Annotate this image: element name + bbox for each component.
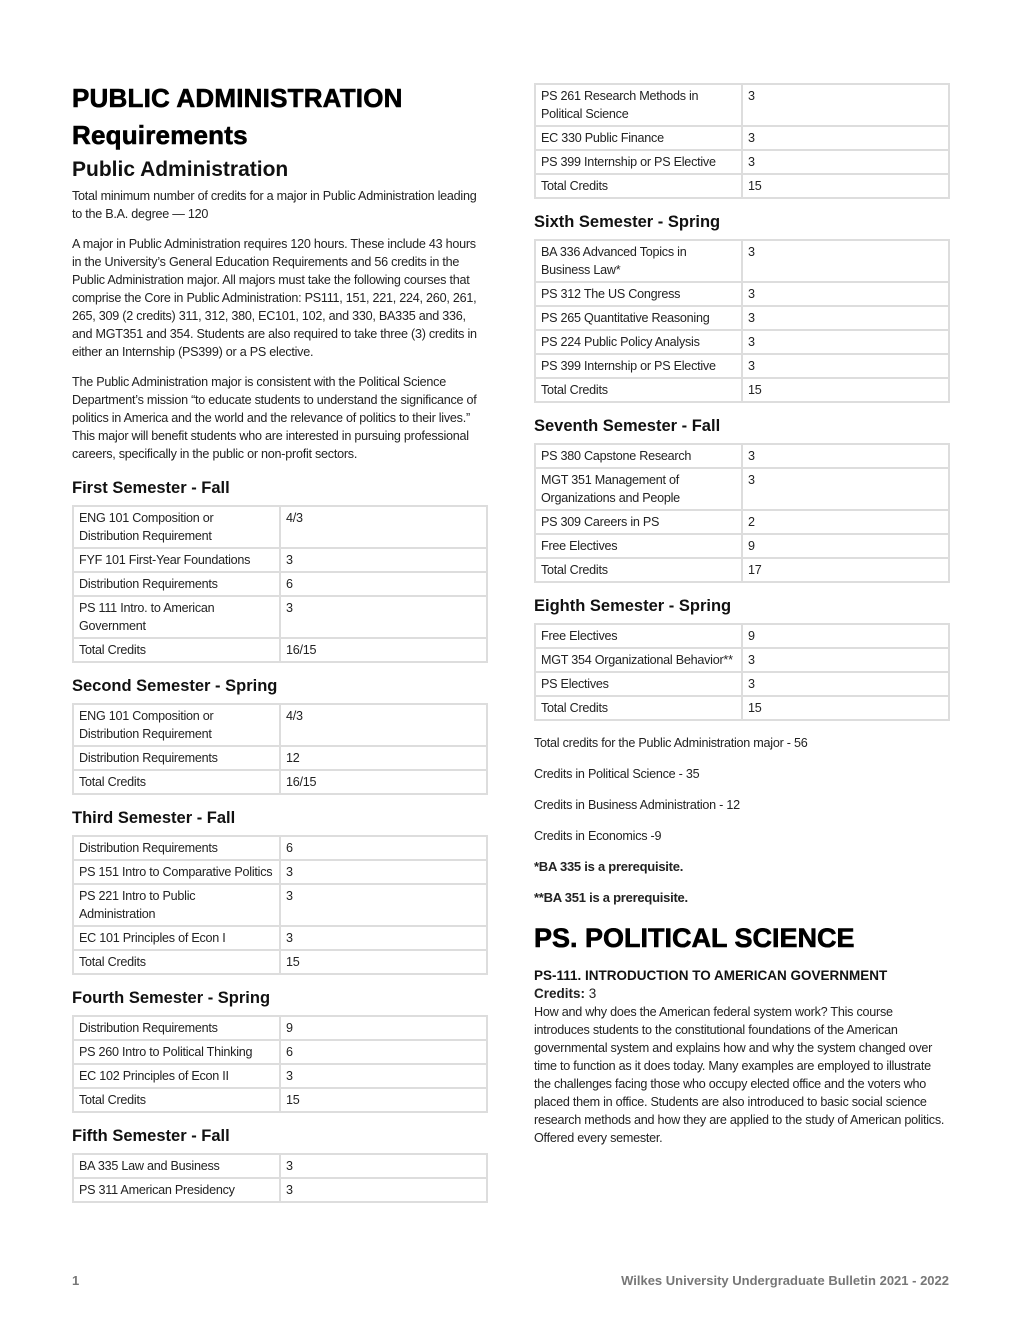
course-cell: PS 265 Quantitative Reasoning (535, 306, 742, 330)
credits-cell: 6 (280, 1040, 487, 1064)
course-cell: ENG 101 Composition or Distribution Requirement (73, 704, 280, 746)
table-row (535, 468, 949, 510)
semester-table (72, 703, 488, 795)
course-cell: PS 380 Capstone Research (535, 444, 742, 468)
prereq-note-1: *BA 335 is a prerequisite. (534, 859, 684, 874)
course-cell: Distribution Requirements (73, 1016, 280, 1040)
note-total: Total credits for the Public Administration major - 56 (534, 736, 808, 750)
table-row (535, 444, 949, 468)
table-row (73, 1154, 487, 1178)
table-row (73, 836, 487, 860)
course-cell: Total Credits (73, 770, 280, 794)
table-row (535, 126, 949, 150)
semester-table (534, 623, 950, 721)
semester-table (534, 239, 950, 403)
semester-table (72, 835, 488, 975)
course-cell: PS 151 Intro to Comparative Politics (73, 860, 280, 884)
credits-cell: 3 (742, 240, 949, 282)
table-row (73, 1016, 487, 1040)
table-row (535, 174, 949, 198)
table-row (73, 860, 487, 884)
credits-cell: 3 (742, 84, 949, 126)
table-row (535, 306, 949, 330)
course-cell: EC 102 Principles of Econ II (73, 1064, 280, 1088)
credits-cell: 6 (280, 836, 487, 860)
course-cell: PS 312 The US Congress (535, 282, 742, 306)
page-title: PUBLIC ADMINISTRATION (72, 83, 403, 113)
course-cell: Distribution Requirements (73, 572, 280, 596)
credits-cell: 3 (280, 1154, 487, 1178)
table-row (73, 770, 487, 794)
course-cell: Total Credits (535, 378, 742, 402)
credits-cell: 9 (742, 624, 949, 648)
intro-paragraph-3: The Public Administration major is consistent with the Political Science Department’s mission “to educate students to understand the significance of politics in America and the world and the relevance of politics to their lives.” This major will benefit students who are interested in pursuing professional careers, specifically in the public or non-profit sectors. (72, 375, 477, 461)
credits-cell: 4/3 (280, 506, 487, 548)
course-credits (534, 985, 950, 1003)
intro-paragraph-1: Total minimum number of credits for a major in Public Administration leading to the B.A. degree — 120 (72, 189, 477, 221)
table-row (73, 506, 487, 548)
credits-cell: 17 (742, 558, 949, 582)
semester-table (72, 1153, 488, 1203)
table-row (73, 1064, 487, 1088)
semester-heading: Second Semester - Spring (72, 677, 278, 695)
table-row (73, 746, 487, 770)
table-row (535, 672, 949, 696)
credits-cell: 9 (742, 534, 949, 558)
table-row (73, 1178, 487, 1202)
course-cell: BA 335 Law and Business (73, 1154, 280, 1178)
ps-section-title: PS. POLITICAL SCIENCE (534, 923, 855, 953)
course-cell: Total Credits (73, 1088, 280, 1112)
semester-table (72, 505, 488, 663)
course-cell: PS 309 Careers in PS (535, 510, 742, 534)
course-cell: MGT 351 Management of Organizations and People (535, 468, 742, 510)
table-row (535, 150, 949, 174)
credits-value: 3 (585, 986, 597, 1001)
section-heading: Public Administration (72, 158, 289, 181)
credits-cell: 3 (742, 468, 949, 510)
table-row (73, 572, 487, 596)
table-row (535, 354, 949, 378)
credits-cell: 15 (742, 174, 949, 198)
table-row (535, 696, 949, 720)
credits-cell: 3 (742, 444, 949, 468)
credits-cell: 15 (742, 696, 949, 720)
course-cell: Free Electives (535, 624, 742, 648)
course-cell: Distribution Requirements (73, 836, 280, 860)
credits-cell: 9 (280, 1016, 487, 1040)
semester-heading: Sixth Semester - Spring (534, 213, 721, 231)
credits-cell: 3 (742, 126, 949, 150)
page-number: 1 (72, 1273, 80, 1288)
table-row (73, 950, 487, 974)
credits-cell: 15 (742, 378, 949, 402)
table-row (535, 330, 949, 354)
semester-table (534, 83, 950, 199)
course-cell: Total Credits (535, 696, 742, 720)
credits-cell: 3 (742, 354, 949, 378)
course-cell: Total Credits (535, 558, 742, 582)
course-cell: EC 330 Public Finance (535, 126, 742, 150)
course-cell: PS 224 Public Policy Analysis (535, 330, 742, 354)
intro-paragraph-2: A major in Public Administration requires 120 hours. These include 43 hours in the University’s General Education Requirements and 56 credits in the Public Administration major. All majors must take the following courses that comprise the Core in Public Administration: PS111, 151, 221, 224, 260, 261, 265, 309 (2 credits) 311, 312, 380, EC101, 102, and 330, BA335 and 336, and MGT351 and 354. Students are also required to take three (3) credits in either an Internship (PS399) or a PS elective. (72, 237, 477, 359)
prereq-note-2: **BA 351 is a prerequisite. (534, 890, 688, 905)
semester-heading: Seventh Semester - Fall (534, 417, 721, 435)
credits-cell: 3 (742, 330, 949, 354)
credits-cell: 3 (742, 306, 949, 330)
course-cell: ENG 101 Composition or Distribution Requirement (73, 506, 280, 548)
course-cell: BA 336 Advanced Topics in Business Law* (535, 240, 742, 282)
right-column (534, 83, 950, 1147)
credits-cell: 2 (742, 510, 949, 534)
credits-cell: 3 (280, 548, 487, 572)
semester-heading: Third Semester - Fall (72, 809, 236, 827)
table-row (535, 84, 949, 126)
credits-cell: 3 (742, 150, 949, 174)
course-cell: Total Credits (73, 950, 280, 974)
table-row (535, 558, 949, 582)
semester-table (72, 1015, 488, 1113)
course-cell: PS 260 Intro to Political Thinking (73, 1040, 280, 1064)
credits-cell: 3 (280, 596, 487, 638)
course-cell: Free Electives (535, 534, 742, 558)
table-row (73, 926, 487, 950)
note-ps: Credits in Political Science - 35 (534, 767, 700, 781)
course-cell: Total Credits (535, 174, 742, 198)
table-row (535, 648, 949, 672)
course-cell: MGT 354 Organizational Behavior** (535, 648, 742, 672)
credits-cell: 3 (742, 648, 949, 672)
semester-table (534, 443, 950, 583)
left-column (72, 80, 488, 1203)
credits-cell: 3 (742, 672, 949, 696)
course-cell: Distribution Requirements (73, 746, 280, 770)
course-cell: PS 221 Intro to Public Administration (73, 884, 280, 926)
semester-heading: First Semester - Fall (72, 479, 230, 497)
course-cell: EC 101 Principles of Econ I (73, 926, 280, 950)
credits-cell: 3 (280, 860, 487, 884)
credits-cell: 15 (280, 1088, 487, 1112)
table-row (535, 240, 949, 282)
table-row (73, 704, 487, 746)
table-row (535, 378, 949, 402)
table-row (73, 596, 487, 638)
course-cell: PS 311 American Presidency (73, 1178, 280, 1202)
credits-cell: 3 (742, 282, 949, 306)
note-ba: Credits in Business Administration - 12 (534, 798, 740, 812)
credits-cell: 3 (280, 1178, 487, 1202)
credits-cell: 3 (280, 1064, 487, 1088)
page-subtitle: Requirements (72, 120, 248, 150)
credits-label: Credits: (534, 986, 586, 1001)
course-cell: Total Credits (73, 638, 280, 662)
credit-notes (534, 734, 950, 907)
credits-cell: 12 (280, 746, 487, 770)
credits-cell: 16/15 (280, 770, 487, 794)
credits-cell: 3 (280, 926, 487, 950)
table-row (73, 638, 487, 662)
course-cell: PS 399 Internship or PS Elective (535, 354, 742, 378)
table-row (73, 884, 487, 926)
table-row (535, 282, 949, 306)
table-row (73, 1088, 487, 1112)
course-title: PS-111. INTRODUCTION TO AMERICAN GOVERNMENT (534, 968, 888, 983)
table-row (73, 548, 487, 572)
semester-heading: Fifth Semester - Fall (72, 1127, 230, 1145)
course-cell: PS 261 Research Methods in Political Science (535, 84, 742, 126)
note-econ: Credits in Economics -9 (534, 829, 662, 843)
course-cell: PS Electives (535, 672, 742, 696)
table-row (535, 510, 949, 534)
course-cell: FYF 101 First-Year Foundations (73, 548, 280, 572)
semester-heading: Fourth Semester - Spring (72, 989, 271, 1007)
credits-cell: 4/3 (280, 704, 487, 746)
credits-cell: 16/15 (280, 638, 487, 662)
course-description: How and why does the American federal system work? This course introduces students to the constitutional foundations of the American governmental system and explains how and why the system changed over time to function as it does today. Many examples are employed to illustrate the challenges facing those who occupy elected office and the voters who placed them in office. Students are also introduced to basic social science research methods and how they are applied to the study of American politics. Offered every semester. (534, 1005, 945, 1145)
credits-cell: 3 (280, 884, 487, 926)
credits-cell: 6 (280, 572, 487, 596)
course-cell: PS 399 Internship or PS Elective (535, 150, 742, 174)
table-row (535, 534, 949, 558)
table-row (73, 1040, 487, 1064)
course-cell: PS 111 Intro. to American Government (73, 596, 280, 638)
semester-heading: Eighth Semester - Spring (534, 597, 732, 615)
footer-title: Wilkes University Undergraduate Bulletin 2021 - 2022 (621, 1273, 949, 1288)
credits-cell: 15 (280, 950, 487, 974)
table-row (535, 624, 949, 648)
